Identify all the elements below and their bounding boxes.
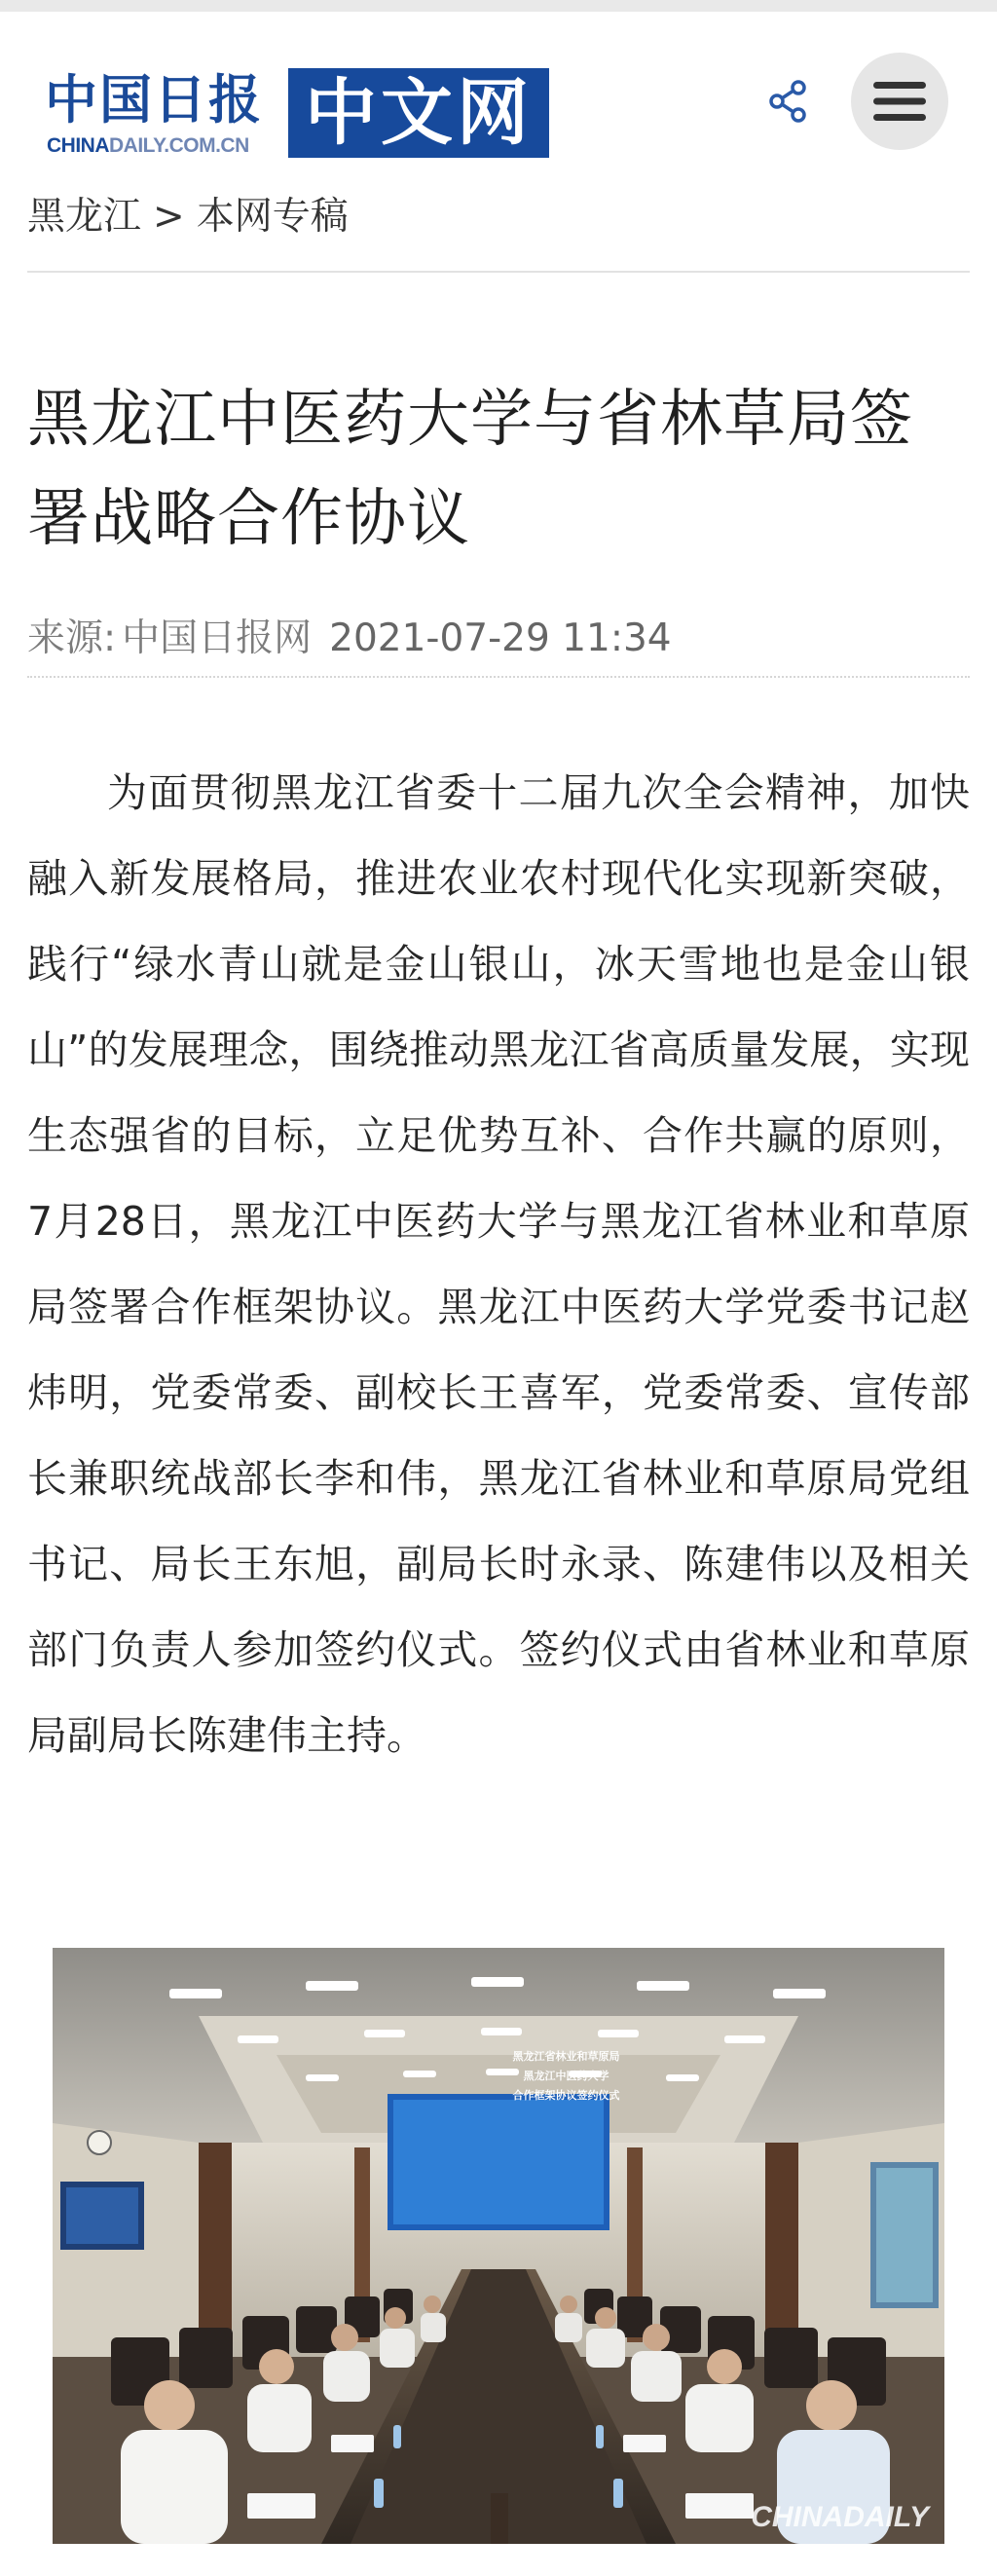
meeting-room-illustration <box>53 1948 944 2544</box>
logo-chinese-name: 中国日报 <box>45 68 263 131</box>
share-icon <box>765 78 812 125</box>
logo-left-block <box>43 58 281 166</box>
article-meta <box>27 612 672 666</box>
hamburger-menu-icon <box>873 80 926 123</box>
article-body-paragraph: 为面贯彻黑龙江省委十二届九次全会精神，加快融入新发展格局，推进农业农村现代化实现新突破，践行“绿水青山就是金山银山，冰天雪地也是金山银山”的发展理念，围绕推动黑龙江省高质量发展，实现生态强省的目标，立足优势互补、合作共赢的原则， 7月28日，黑龙江中医药大学与黑龙江省林业和草原局签署合作框架协议。黑龙江中医药大学党委书记赵炜明，党委常委、副校长王喜军，党委常委、宣传部长兼职统战部长李和伟，黑龙江省林业和草原局党组书记、局长王东旭，副局长时永录、陈建伟以及相关部门负责人参加签约仪式。签约仪式由省林业和草原局副局长陈建伟主持。 <box>27 769 970 1759</box>
projection-screen-text <box>442 2047 690 2106</box>
breadcrumb <box>27 190 349 244</box>
menu-button[interactable] <box>851 53 948 150</box>
logo-domain-bold: CHINA <box>47 134 109 157</box>
meta-divider <box>27 676 970 678</box>
article-title: 黑龙江中医药大学与省林草局签署战略合作协议 <box>27 384 913 555</box>
share-button[interactable] <box>757 70 820 132</box>
breadcrumb-separator: > <box>153 195 185 239</box>
article-photo <box>53 1948 944 2544</box>
logo-domain-light: DAILY.COM.CN <box>109 134 249 157</box>
breadcrumb-subsection-link[interactable]: 本网专稿 <box>196 195 349 239</box>
screen-line-3: 合作框架协议签约仪式 <box>512 2089 620 2102</box>
photo-watermark: CHINADAILY <box>751 2501 929 2533</box>
top-strip <box>0 0 997 12</box>
header-divider <box>27 271 970 273</box>
screen-line-2: 黑龙江中医药大学 <box>523 2070 609 2082</box>
source-label: 来源: <box>27 616 117 660</box>
breadcrumb-section-link[interactable]: 黑龙江 <box>27 195 142 239</box>
screen-line-1: 黑龙江省林业和草原局 <box>512 2050 620 2063</box>
chinadaily-logo[interactable] <box>43 58 549 166</box>
publish-date: 2021-07-29 11:34 <box>329 616 672 660</box>
source-name: 中国日报网 <box>122 616 313 660</box>
site-header <box>0 12 997 177</box>
logo-domain <box>47 134 249 158</box>
logo-zhongwenwang: 中文网 <box>288 68 549 158</box>
